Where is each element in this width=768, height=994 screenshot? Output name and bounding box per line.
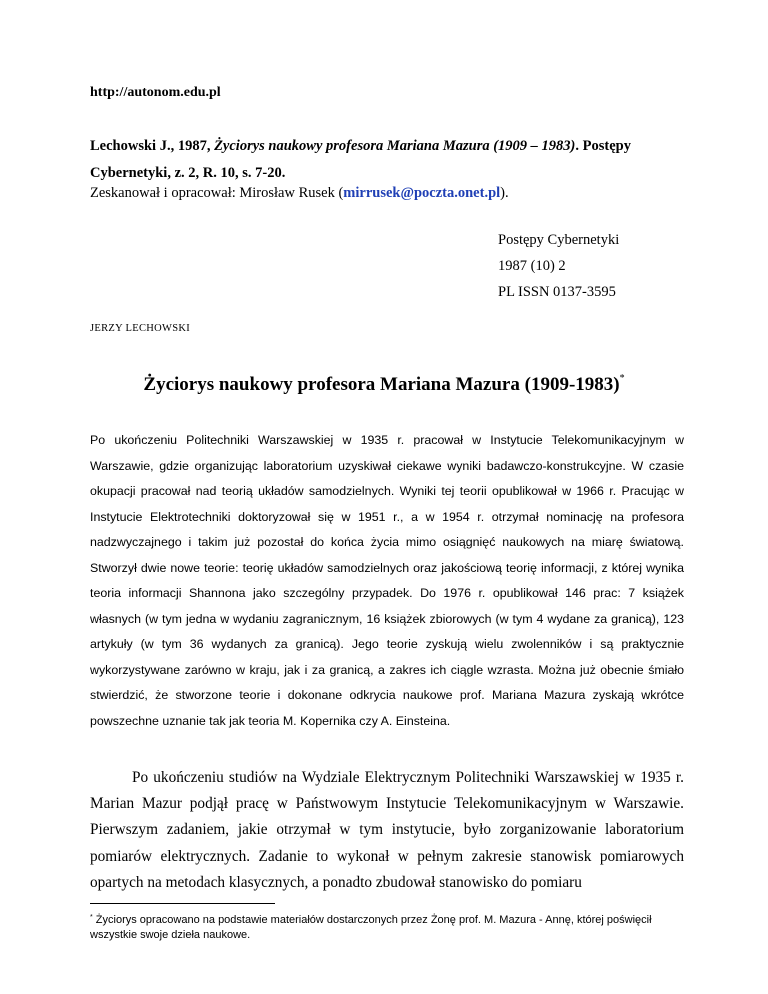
footnote-mark: * <box>90 914 93 921</box>
body-paragraph: Po ukończeniu studiów na Wydziale Elektrycznym Politechniki Warszawskiej w 1935 r. Marian Mazur podjął pracę w Państwowym Instytucie Telekomunikacyjnym w Warszawie. Pierwszym zadaniem, jakie otrzymał w tym instytucie, było zorganizowanie laboratorium pomiarów elektrycznych. Zadanie to wykonał w pełnym zakresie stanowisk pomiarowych opartych na metodach klasycznych, a ponadto zbudował stanowisko do pomiaru <box>90 769 684 891</box>
email-link[interactable]: mirrusek@poczta.onet.pl <box>343 185 501 201</box>
footnote-text: Życiorys opracowano na podstawie materiałów dostarczonych przez Żonę prof. M. Mazura - Annę, której poświęcił wszystkie swoje dzieła naukowe. <box>90 914 652 941</box>
journal-issn: PL ISSN 0137-3595 <box>498 284 616 300</box>
source-url[interactable]: http://autonom.edu.pl <box>90 85 221 100</box>
scan-note <box>90 183 686 203</box>
citation <box>90 133 686 187</box>
footnote-divider <box>90 903 275 904</box>
footnote-reference[interactable]: * <box>619 373 625 384</box>
article-author: JERZY LECHOWSKI <box>90 323 191 334</box>
abstract: Po ukończeniu Politechniki Warszawskiej w 1935 r. pracował w Instytucie Telekomunikacyjnym w Warszawie, gdzie organizując laboratorium uzyskiwał ciekawe wyniki badawczo-konstrukcyjne. W czasie okupacji pracował nad teorią układów samodzielnych. Wyniki tej teorii opublikował w 1966 r. Pracując w Instytucie Elektrotechniki doktoryzował się w 1951 r., a w 1954 r. otrzymał nominację na profesora nadzwyczajnego i takim już pozostał do końca życia mimo osiągnięć naukowych na miarę światową. Stworzył dwie nowe teorie: teorię układów samodzielnych oraz jakościową teorię informacji, z której wynika teoria informacji Shannona jako szczególny przypadek. Do 1976 r. opublikował 146 prac: 7 książek własnych (w tym jedna w wydaniu zagranicznym, 16 książek zbiorowych (w tym 4 wydane za granicą), 123 artykuły (w tym 36 wydanych za granicą). Jego teorie zyskują wielu zwolenników i są praktycznie wykorzystywane zarówno w kraju, jak i za granicą, a zakres ich ciągle wzrasta. Można już obecnie śmiało stwierdzić, że stworzone teorie i dokonane odkrycia naukowe prof. Mariana Mazura zyskają wkrótce powszechne uznanie tak jak teoria M. Kopernika czy A. Einsteina. <box>90 433 684 728</box>
article-title <box>0 373 768 396</box>
citation-authors-year: Lechowski J., 1987, <box>90 138 215 154</box>
citation-source: . Postępy Cybernetyki, z. 2, R. 10, s. 7-20. <box>90 138 631 181</box>
footnote <box>90 910 684 943</box>
citation-title: Życiorys naukowy profesora Mariana Mazura (1909 – 1983) <box>214 138 576 154</box>
article-title-text: Życiorys naukowy profesora Mariana Mazura (1909-1983) <box>143 374 620 395</box>
journal-info <box>498 227 619 305</box>
journal-issue: 1987 (10) 2 <box>498 258 566 274</box>
scan-note-prefix: Zeskanował i opracował: Mirosław Rusek ( <box>90 185 344 201</box>
journal-name: Postępy Cybernetyki <box>498 232 620 248</box>
scan-note-suffix: ). <box>500 185 509 201</box>
